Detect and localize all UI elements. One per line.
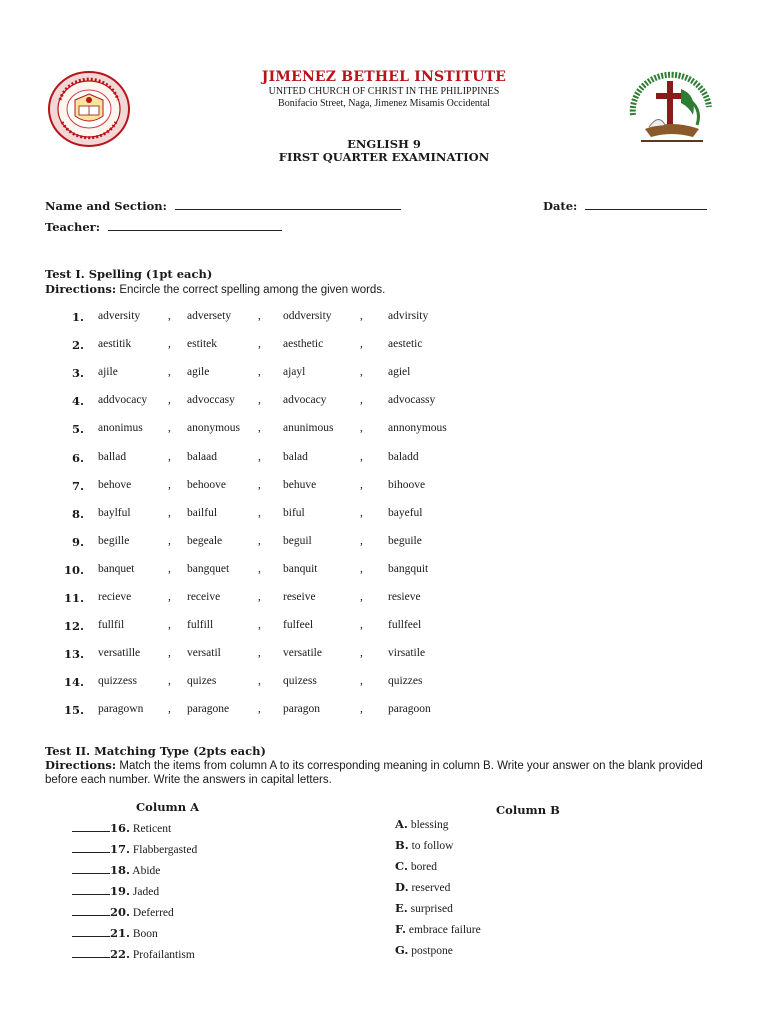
spelling-option[interactable]: reseive <box>283 591 316 603</box>
spelling-separator: , <box>258 506 261 519</box>
column-b-item <box>395 838 453 852</box>
spelling-separator: , <box>360 506 363 519</box>
spelling-item <box>0 619 768 639</box>
column-a-number: 22. <box>110 947 131 961</box>
column-b-meaning: surprised <box>410 903 453 915</box>
spelling-item-number: 9. <box>71 534 84 549</box>
teacher-label: Teacher: <box>45 220 100 234</box>
spelling-item-number: 14. <box>63 675 84 690</box>
spelling-separator: , <box>168 366 171 379</box>
column-b-meaning: bored <box>410 861 438 873</box>
column-a-number: 18. <box>110 863 131 877</box>
column-a-item <box>72 842 197 856</box>
spelling-separator: , <box>258 591 261 603</box>
exam-title: FIRST QUARTER EXAMINATION <box>278 150 490 164</box>
spelling-separator: , <box>258 366 261 379</box>
spelling-item-number: 13. <box>63 647 84 662</box>
spelling-separator: , <box>360 478 363 491</box>
spelling-option[interactable]: bailful <box>187 506 218 519</box>
spelling-separator: , <box>258 338 261 351</box>
spelling-option[interactable]: bihoove <box>388 478 426 491</box>
column-a-number: 16. <box>110 821 131 835</box>
answer-blank[interactable] <box>72 926 110 937</box>
spelling-item-number: 8. <box>71 506 84 521</box>
column-a-term: Deferred <box>132 907 174 919</box>
spelling-option[interactable]: baylful <box>98 506 131 519</box>
spelling-separator: , <box>168 310 171 322</box>
test2-directions-label: Directions: <box>45 758 117 772</box>
spelling-option[interactable]: beguile <box>388 534 422 547</box>
spelling-separator: , <box>258 394 261 407</box>
name-section-field <box>45 198 401 213</box>
spelling-option[interactable]: behoove <box>187 478 226 491</box>
name-section-blank[interactable] <box>175 198 401 210</box>
test2-directions-text: Match the items from column A to its corresponding meaning in column B. Write your answer on the blank provided before each number. Write the answers in capital letters. <box>45 760 703 786</box>
column-b-letter: D. <box>395 880 409 894</box>
spelling-item <box>0 703 768 723</box>
column-b-letter: C. <box>395 859 408 873</box>
spelling-item-number: 10. <box>63 562 84 577</box>
spelling-option[interactable]: resieve <box>388 591 421 603</box>
answer-blank[interactable] <box>72 905 110 916</box>
column-b-letter: E. <box>395 901 408 915</box>
answer-blank[interactable] <box>72 863 110 874</box>
spelling-item-number: 7. <box>71 478 84 493</box>
spelling-option[interactable]: estitek <box>187 338 218 351</box>
spelling-separator: , <box>360 675 363 688</box>
spelling-separator: , <box>168 619 171 632</box>
spelling-item <box>0 507 768 527</box>
school-address: Bonifacio Street, Naga, Jimenez Misamis Occidental <box>278 98 490 109</box>
spelling-item-number: 15. <box>63 703 84 718</box>
spelling-item-number: 4. <box>71 394 84 409</box>
spelling-option[interactable]: adversety <box>187 310 232 322</box>
spelling-option[interactable]: paragon <box>283 703 321 716</box>
spelling-item-number: 12. <box>63 619 84 634</box>
test1-title: Test I. Spelling (1pt each) <box>45 267 213 281</box>
date-field <box>543 198 707 213</box>
column-a-item <box>72 821 171 835</box>
spelling-separator: , <box>360 647 363 660</box>
column-a-number: 21. <box>110 926 131 940</box>
spelling-option[interactable]: anunimous <box>283 422 334 435</box>
spelling-separator: , <box>168 450 171 463</box>
test1-directions-label: Directions: <box>45 282 117 296</box>
date-label: Date: <box>543 199 578 213</box>
column-b-meaning: blessing <box>410 819 449 831</box>
spelling-option[interactable]: banquit <box>283 562 318 575</box>
spelling-option[interactable]: fullfil <box>98 619 125 632</box>
spelling-separator: , <box>360 338 363 351</box>
spelling-separator: , <box>360 534 363 547</box>
teacher-blank[interactable] <box>108 219 282 231</box>
spelling-separator: , <box>168 647 171 660</box>
spelling-option[interactable]: quizzess <box>98 675 137 688</box>
column-a-term: Jaded <box>132 886 160 898</box>
spelling-option[interactable]: quizzes <box>388 675 423 688</box>
column-b-letter: F. <box>395 922 407 936</box>
spelling-option[interactable]: bangquit <box>388 562 429 575</box>
spelling-option[interactable]: biful <box>283 506 305 519</box>
column-b-item <box>395 922 481 936</box>
column-b-meaning: embrace failure <box>408 924 481 936</box>
spelling-option[interactable]: addvocacy <box>98 394 148 407</box>
spelling-item <box>0 591 768 611</box>
spelling-separator: , <box>258 647 261 660</box>
column-a-term: Profailantism <box>132 949 195 961</box>
spelling-separator: , <box>360 619 363 632</box>
spelling-separator: , <box>258 675 261 688</box>
spelling-option[interactable]: aesthetic <box>283 338 324 351</box>
spelling-option[interactable]: adversity <box>98 310 141 322</box>
spelling-separator: , <box>258 450 261 463</box>
spelling-item <box>0 479 768 499</box>
spelling-option[interactable]: advocassy <box>388 394 436 407</box>
spelling-option[interactable]: begeale <box>187 534 223 547</box>
spelling-separator: , <box>168 534 171 547</box>
spelling-option[interactable]: receive <box>187 591 221 603</box>
spelling-item-number: 5. <box>71 422 84 437</box>
column-a-item <box>72 884 159 898</box>
spelling-item-number: 3. <box>71 366 84 381</box>
column-a-term: Reticent <box>132 823 172 835</box>
spelling-option[interactable]: paragone <box>187 703 230 716</box>
column-b-item <box>395 943 453 957</box>
spelling-option[interactable]: balad <box>283 450 308 463</box>
spelling-option[interactable]: aestitik <box>98 338 132 351</box>
column-a-number: 17. <box>110 842 131 856</box>
spelling-option[interactable]: bangquet <box>187 562 230 575</box>
spelling-option[interactable]: versatile <box>283 647 322 660</box>
spelling-option[interactable]: quizes <box>187 675 217 688</box>
spelling-separator: , <box>258 422 261 435</box>
spelling-item-number: 2. <box>71 338 84 353</box>
spelling-separator: , <box>258 310 261 322</box>
spelling-separator: , <box>258 619 261 632</box>
spelling-option[interactable]: virsatile <box>388 647 426 660</box>
spelling-option[interactable]: behove <box>98 478 132 491</box>
spelling-item <box>0 535 768 555</box>
column-b-item <box>395 859 437 873</box>
spelling-option[interactable]: fulfeel <box>283 619 314 632</box>
spelling-option[interactable]: anonimus <box>98 422 143 435</box>
spelling-item <box>0 451 768 471</box>
spelling-option[interactable]: fullfeel <box>388 619 422 632</box>
spelling-option[interactable]: advirsity <box>388 310 429 322</box>
spelling-option[interactable]: behuve <box>283 478 317 491</box>
spelling-option[interactable]: paragown <box>98 703 144 716</box>
spelling-separator: , <box>168 394 171 407</box>
column-a-number: 20. <box>110 905 131 919</box>
subject-title: ENGLISH 9 <box>347 137 421 151</box>
teacher-field <box>45 219 282 234</box>
spelling-option[interactable]: ajayl <box>283 366 306 379</box>
column-b-meaning: reserved <box>411 882 451 894</box>
spelling-item-number: 11. <box>63 591 84 605</box>
school-name: JIMENEZ BETHEL INSTITUTE <box>261 69 507 85</box>
spelling-separator: , <box>360 450 363 463</box>
spelling-option[interactable]: balaad <box>187 450 218 463</box>
spelling-separator: , <box>360 562 363 575</box>
spelling-option[interactable]: paragoon <box>388 703 431 716</box>
spelling-separator: , <box>168 338 171 351</box>
spelling-item <box>0 310 768 330</box>
spelling-item-number: 6. <box>71 450 84 465</box>
spelling-option[interactable]: banquet <box>98 562 135 575</box>
column-b-item <box>395 880 450 894</box>
test2-title: Test II. Matching Type (2pts each) <box>45 744 266 758</box>
spelling-option[interactable]: ballad <box>98 450 127 463</box>
spelling-separator: , <box>168 506 171 519</box>
spelling-option[interactable]: ajile <box>98 366 118 379</box>
spelling-option[interactable]: advocacy <box>283 394 327 407</box>
spelling-separator: , <box>168 422 171 435</box>
spelling-separator: , <box>168 562 171 575</box>
answer-blank[interactable] <box>72 842 110 853</box>
spelling-option[interactable]: oddversity <box>283 310 332 322</box>
name-section-label: Name and Section: <box>45 199 167 213</box>
date-blank[interactable] <box>585 198 707 210</box>
spelling-option[interactable]: versatil <box>187 647 221 660</box>
spelling-option[interactable]: beguil <box>283 534 312 547</box>
spelling-item <box>0 338 768 358</box>
spelling-separator: , <box>360 703 363 716</box>
spelling-option[interactable]: baladd <box>388 450 419 463</box>
spelling-option[interactable]: fulfill <box>187 619 214 632</box>
spelling-separator: , <box>258 703 261 716</box>
column-a-item <box>72 863 160 877</box>
column-a-term: Boon <box>132 928 158 940</box>
column-b-item <box>395 901 453 915</box>
column-b-heading: Column B <box>496 803 560 817</box>
spelling-separator: , <box>168 591 171 603</box>
answer-blank[interactable] <box>72 884 110 895</box>
column-b-letter: G. <box>395 943 409 957</box>
column-b-letter: B. <box>395 838 409 852</box>
spelling-option[interactable]: agiel <box>388 366 411 379</box>
column-b-meaning: to follow <box>411 840 454 852</box>
spelling-option[interactable]: bayeful <box>388 506 423 519</box>
spelling-separator: , <box>360 366 363 379</box>
spelling-item <box>0 394 768 414</box>
spelling-item <box>0 366 768 386</box>
spelling-separator: , <box>258 562 261 575</box>
spelling-separator: , <box>360 591 363 603</box>
spelling-option[interactable]: versatille <box>98 647 141 660</box>
spelling-item <box>0 647 768 667</box>
spelling-separator: , <box>168 703 171 716</box>
spelling-option[interactable]: recieve <box>98 591 132 603</box>
column-a-number: 19. <box>110 884 131 898</box>
test1-directions-text: Encircle the correct spelling among the given words. <box>119 284 386 296</box>
spelling-separator: , <box>258 534 261 547</box>
column-a-item <box>72 926 158 940</box>
answer-blank[interactable] <box>72 947 110 958</box>
column-a-term: Abide <box>132 865 161 877</box>
spelling-item-number: 1. <box>71 310 84 324</box>
affiliation: UNITED CHURCH OF CHRIST IN THE PHILIPPINES <box>268 86 500 97</box>
test1-directions <box>45 282 725 297</box>
column-a-item <box>72 947 195 961</box>
column-a-item <box>72 905 174 919</box>
spelling-option[interactable]: agile <box>187 366 210 379</box>
spelling-item <box>0 422 768 442</box>
spelling-option[interactable]: advoccasy <box>187 394 235 407</box>
column-a-heading: Column A <box>136 800 200 814</box>
spelling-separator: , <box>258 478 261 491</box>
spelling-separator: , <box>360 394 363 407</box>
spelling-option[interactable]: quizess <box>283 675 317 688</box>
column-b-item <box>395 817 449 831</box>
spelling-item <box>0 563 768 583</box>
spelling-item <box>0 675 768 695</box>
spelling-separator: , <box>168 478 171 491</box>
spelling-separator: , <box>360 310 363 322</box>
column-b-meaning: postpone <box>411 945 453 957</box>
column-a-term: Flabbergasted <box>132 844 198 856</box>
test2-directions <box>45 758 725 787</box>
answer-blank[interactable] <box>72 821 110 832</box>
spelling-option[interactable]: anonymous <box>187 422 241 435</box>
spelling-separator: , <box>360 422 363 435</box>
spelling-separator: , <box>168 675 171 688</box>
spelling-option[interactable]: annonymous <box>388 422 447 435</box>
column-b-letter: A. <box>395 817 408 831</box>
spelling-option[interactable]: aestetic <box>388 338 423 351</box>
spelling-option[interactable]: begille <box>98 534 130 547</box>
